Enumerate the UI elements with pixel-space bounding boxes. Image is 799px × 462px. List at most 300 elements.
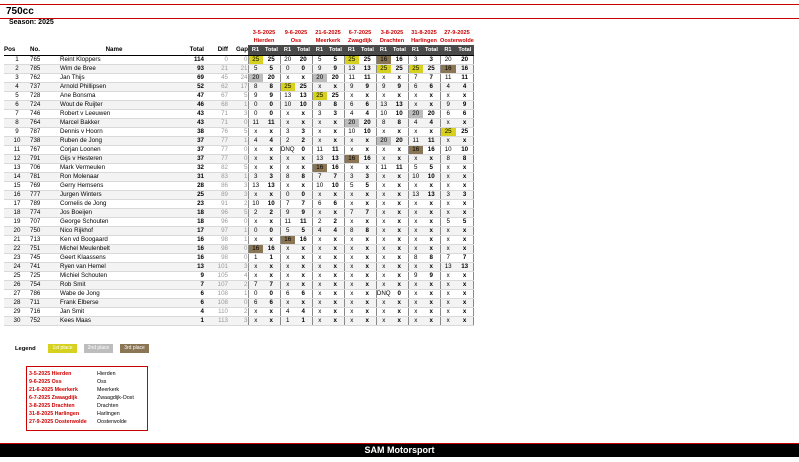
- cell-event-total: 10: [295, 101, 312, 110]
- cell-race-points: x: [376, 182, 391, 191]
- cell-rider-name: Michiel Schouten: [60, 272, 168, 281]
- cell-event-total: 7: [423, 74, 440, 83]
- cell-race-points: 2: [248, 209, 263, 218]
- cell-event-total: x: [456, 200, 474, 209]
- col-name[interactable]: Name: [60, 45, 168, 56]
- cell-event-total: 6: [359, 101, 376, 110]
- cell-race-points: 6: [248, 299, 263, 308]
- cell-pos: 6: [4, 101, 30, 110]
- standings-table: [4, 28, 474, 326]
- event-list-location: Hierden: [97, 371, 116, 377]
- cell-number: 769: [30, 182, 60, 191]
- cell-race-points: x: [440, 209, 456, 218]
- cell-race-points: 4: [408, 119, 423, 128]
- cell-race-points: 25: [280, 83, 295, 92]
- col-event-total[interactable]: Total: [359, 45, 376, 56]
- cell-gap: 1: [228, 290, 248, 299]
- event-date: 9-6-2025: [284, 30, 308, 36]
- event-list-date: 27-9-2025 Oosterwolde: [29, 419, 87, 425]
- cell-race-points: x: [440, 317, 456, 326]
- cell-event-total: 11: [263, 119, 280, 128]
- cell-number: 728: [30, 92, 60, 101]
- table-row[interactable]: [4, 227, 474, 236]
- cell-event-total: x: [263, 272, 280, 281]
- cell-diff: 97: [204, 227, 228, 236]
- cell-race-points: x: [280, 281, 295, 290]
- cell-event-total: 16: [327, 164, 344, 173]
- cell-race-points: x: [248, 146, 263, 155]
- cell-event-total: x: [456, 236, 474, 245]
- table-row[interactable]: [4, 281, 474, 290]
- cell-gap: 21: [228, 65, 248, 74]
- cell-event-total: 9: [327, 65, 344, 74]
- cell-event-total: 13: [391, 101, 408, 110]
- cell-gap: 3: [228, 317, 248, 326]
- cell-event-total: 7: [295, 200, 312, 209]
- table-row[interactable]: [4, 146, 474, 155]
- cell-race-points: x: [248, 236, 263, 245]
- cell-total: 16: [168, 236, 204, 245]
- cell-event-total: 20: [327, 74, 344, 83]
- table-row[interactable]: [4, 308, 474, 317]
- cell-race-points: x: [376, 281, 391, 290]
- cell-pos: 13: [4, 164, 30, 173]
- cell-event-total: 11: [295, 218, 312, 227]
- table-row[interactable]: [4, 56, 474, 65]
- cell-number: 767: [30, 146, 60, 155]
- cell-race-points: x: [408, 218, 423, 227]
- cell-race-points: x: [312, 290, 327, 299]
- cell-gap: 3: [228, 263, 248, 272]
- cell-race-points: 4: [248, 137, 263, 146]
- table-row[interactable]: [4, 65, 474, 74]
- cell-race-points: x: [440, 137, 456, 146]
- event-list-date: 3-5-2025 Hierden: [29, 371, 72, 377]
- cell-event-total: 0: [263, 101, 280, 110]
- cell-gap: 2: [228, 308, 248, 317]
- cell-rider-name: Robert v Leeuwen: [60, 110, 168, 119]
- cell-event-total: 3: [295, 128, 312, 137]
- cell-pos: 19: [4, 218, 30, 227]
- cell-race-points: 13: [312, 155, 327, 164]
- cell-event-total: x: [327, 263, 344, 272]
- table-row[interactable]: [4, 263, 474, 272]
- cell-rider-name: George Schouten: [60, 218, 168, 227]
- cell-rider-name: Ane Bonsma: [60, 92, 168, 101]
- cell-race-points: x: [376, 146, 391, 155]
- cell-event-total: x: [423, 290, 440, 299]
- table-row[interactable]: [4, 317, 474, 326]
- cell-race-points: x: [440, 299, 456, 308]
- col-event-total[interactable]: Total: [263, 45, 280, 56]
- cell-event-total: x: [391, 155, 408, 164]
- cell-number: 706: [30, 164, 60, 173]
- cell-rider-name: Arnold Phillipsen: [60, 83, 168, 92]
- cell-diff: 113: [204, 317, 228, 326]
- cell-rider-name: Ron Molenaar: [60, 173, 168, 182]
- cell-gap: 2: [228, 200, 248, 209]
- cell-race-points: 11: [408, 137, 423, 146]
- cell-race-points: 5: [408, 164, 423, 173]
- cell-event-total: x: [263, 236, 280, 245]
- cell-pos: 5: [4, 92, 30, 101]
- cell-race-points: x: [376, 74, 391, 83]
- cell-event-total: 13: [263, 182, 280, 191]
- cell-event-total: x: [263, 128, 280, 137]
- table-row[interactable]: [4, 200, 474, 209]
- cell-event-total: x: [359, 263, 376, 272]
- cell-race-points: 9: [440, 101, 456, 110]
- cell-race-points: x: [408, 263, 423, 272]
- cell-diff: 89: [204, 191, 228, 200]
- cell-event-total: x: [295, 110, 312, 119]
- cell-total: 93: [168, 65, 204, 74]
- cell-event-total: 0: [263, 290, 280, 299]
- table-row[interactable]: [4, 164, 474, 173]
- col-event-total[interactable]: Total: [327, 45, 344, 56]
- cell-event-total: 0: [391, 290, 408, 299]
- class-title: 750cc: [6, 6, 34, 17]
- col-r1[interactable]: R1: [440, 45, 456, 56]
- cell-event-total: x: [456, 308, 474, 317]
- cell-event-total: 2: [263, 209, 280, 218]
- cell-race-points: x: [248, 263, 263, 272]
- cell-event-total: x: [327, 191, 344, 200]
- cell-event-total: x: [456, 299, 474, 308]
- table-row[interactable]: [4, 272, 474, 281]
- cell-number: 738: [30, 137, 60, 146]
- cell-pos: 17: [4, 200, 30, 209]
- cell-race-points: x: [344, 191, 359, 200]
- cell-race-points: 0: [248, 101, 263, 110]
- cell-total: 7: [168, 281, 204, 290]
- cell-race-points: 5: [280, 227, 295, 236]
- cell-rider-name: Wout de Ruijter: [60, 101, 168, 110]
- table-row[interactable]: [4, 236, 474, 245]
- table-row[interactable]: [4, 83, 474, 92]
- cell-number: 713: [30, 236, 60, 245]
- cell-rider-name: Ruben de Jong: [60, 137, 168, 146]
- cell-race-points: 25: [248, 56, 263, 65]
- cell-event-total: x: [456, 137, 474, 146]
- cell-race-points: 8: [440, 155, 456, 164]
- cell-event-total: x: [327, 317, 344, 326]
- cell-race-points: x: [376, 155, 391, 164]
- cell-total: 43: [168, 110, 204, 119]
- cell-race-points: 4: [280, 308, 295, 317]
- cell-event-total: x: [423, 245, 440, 254]
- cell-race-points: 4: [440, 83, 456, 92]
- table-row[interactable]: [4, 218, 474, 227]
- cell-event-total: x: [263, 263, 280, 272]
- cell-pos: 9: [4, 128, 30, 137]
- cell-race-points: x: [440, 245, 456, 254]
- cell-race-points: x: [408, 308, 423, 317]
- cell-event-total: x: [391, 272, 408, 281]
- cell-race-points: 25: [376, 65, 391, 74]
- cell-event-total: 3: [456, 191, 474, 200]
- event-date: 21-6-2025: [315, 30, 341, 36]
- col-r1[interactable]: R1: [248, 45, 263, 56]
- table-row[interactable]: [4, 92, 474, 101]
- cell-gap: 0: [228, 218, 248, 227]
- event-list-location: Oosterwolde: [97, 419, 127, 425]
- cell-race-points: 11: [376, 164, 391, 173]
- cell-rider-name: Wabe de Jong: [60, 290, 168, 299]
- cell-total: 43: [168, 119, 204, 128]
- cell-race-points: x: [408, 317, 423, 326]
- cell-event-total: 16: [295, 236, 312, 245]
- cell-race-points: 20: [248, 74, 263, 83]
- cell-pos: 20: [4, 227, 30, 236]
- cell-gap: 3: [228, 182, 248, 191]
- cell-number: 765: [30, 56, 60, 65]
- event-list-date: 3-8-2025 Drachten: [29, 403, 75, 409]
- col-r1[interactable]: R1: [376, 45, 391, 56]
- table-row[interactable]: [4, 245, 474, 254]
- cell-race-points: x: [248, 155, 263, 164]
- cell-event-total: 5: [359, 182, 376, 191]
- cell-race-points: x: [408, 209, 423, 218]
- col-r1[interactable]: R1: [344, 45, 359, 56]
- cell-event-total: 9: [263, 92, 280, 101]
- cell-total: 6: [168, 290, 204, 299]
- cell-race-points: 6: [280, 290, 295, 299]
- table-row[interactable]: [4, 101, 474, 110]
- cell-event-total: 11: [391, 164, 408, 173]
- cell-race-points: 5: [440, 218, 456, 227]
- cell-race-points: 5: [248, 65, 263, 74]
- cell-race-points: DNQ: [376, 290, 391, 297]
- cell-rider-name: Geert Klaassens: [60, 254, 168, 263]
- table-row[interactable]: [4, 137, 474, 146]
- cell-event-total: 9: [359, 83, 376, 92]
- cell-diff: 86: [204, 182, 228, 191]
- cell-gap: 1: [228, 236, 248, 245]
- cell-race-points: 3: [408, 56, 423, 65]
- cell-race-points: x: [280, 254, 295, 263]
- col-event-total[interactable]: Total: [423, 45, 440, 56]
- col-event-total[interactable]: Total: [456, 45, 474, 56]
- cell-race-points: x: [344, 254, 359, 263]
- cell-number: 777: [30, 191, 60, 200]
- cell-race-points: x: [312, 281, 327, 290]
- column-header-row: [4, 45, 474, 56]
- cell-event-total: 20: [295, 56, 312, 65]
- event-list-date: 9-6-2025 Oss: [29, 379, 62, 385]
- col-pos[interactable]: Pos: [4, 45, 30, 56]
- cell-diff: 67: [204, 92, 228, 101]
- cell-event-total: x: [359, 92, 376, 101]
- cell-race-points: x: [408, 245, 423, 254]
- cell-event-total: 7: [456, 254, 474, 263]
- cell-race-points: 10: [440, 146, 456, 155]
- cell-event-total: 25: [423, 65, 440, 74]
- cell-race-points: x: [408, 281, 423, 290]
- cell-event-total: 3: [359, 173, 376, 182]
- table-row[interactable]: [4, 209, 474, 218]
- cell-race-points: x: [312, 299, 327, 308]
- cell-race-points: 10: [312, 182, 327, 191]
- cell-race-points: 8: [376, 119, 391, 128]
- cell-diff: 101: [204, 263, 228, 272]
- col-r1[interactable]: R1: [408, 45, 423, 56]
- cell-event-total: 4: [263, 137, 280, 146]
- cell-gap: 24: [228, 74, 248, 83]
- cell-race-points: x: [440, 164, 456, 173]
- cell-total: 6: [168, 299, 204, 308]
- cell-event-total: x: [327, 245, 344, 254]
- cell-event-total: x: [327, 290, 344, 299]
- cell-event-total: x: [456, 317, 474, 326]
- cell-diff: 108: [204, 299, 228, 308]
- cell-event-total: x: [456, 173, 474, 182]
- cell-event-total: 1: [263, 254, 280, 263]
- table-row[interactable]: [4, 119, 474, 128]
- cell-event-total: x: [423, 209, 440, 218]
- cell-race-points: 20: [408, 110, 423, 119]
- cell-race-points: x: [280, 119, 295, 128]
- cell-event-total: x: [295, 164, 312, 173]
- cell-rider-name: Wim de Bree: [60, 65, 168, 74]
- cell-rider-name: Michel Meulenbelt: [60, 245, 168, 254]
- table-row[interactable]: [4, 173, 474, 182]
- cell-race-points: 20: [312, 74, 327, 83]
- col-event-total[interactable]: Total: [391, 45, 408, 56]
- cell-event-total: x: [327, 281, 344, 290]
- legend-second-place: 2nd place: [84, 344, 113, 353]
- col-diff[interactable]: Diff: [204, 45, 228, 56]
- cell-race-points: 20: [280, 56, 295, 65]
- cell-event-total: x: [456, 164, 474, 173]
- cell-gap: 3: [228, 110, 248, 119]
- cell-event-total: x: [359, 317, 376, 326]
- event-venue: Harlingen: [411, 38, 437, 44]
- cell-event-total: x: [423, 299, 440, 308]
- event-date: 27-9-2025: [444, 30, 470, 36]
- cell-event-total: x: [391, 209, 408, 218]
- cell-race-points: x: [376, 272, 391, 281]
- cell-event-total: 11: [423, 137, 440, 146]
- cell-number: 785: [30, 65, 60, 74]
- cell-race-points: 25: [344, 56, 359, 65]
- cell-gap: 5: [228, 92, 248, 101]
- cell-race-points: 3: [440, 191, 456, 200]
- col-no[interactable]: No.: [30, 45, 60, 56]
- cell-total: 13: [168, 263, 204, 272]
- cell-race-points: x: [440, 119, 456, 128]
- cell-event-total: x: [423, 236, 440, 245]
- cell-event-total: x: [327, 299, 344, 308]
- event-list-location: Harlingen: [97, 411, 120, 417]
- cell-event-total: x: [456, 227, 474, 236]
- cell-event-total: 16: [263, 245, 280, 254]
- cell-event-total: x: [391, 218, 408, 227]
- cell-race-points: x: [344, 263, 359, 272]
- col-gap[interactable]: Gap: [228, 45, 248, 56]
- event-list-location: Zwaagdijk-Oost: [97, 395, 134, 401]
- cell-gap: 3: [228, 191, 248, 200]
- cell-event-total: x: [359, 146, 376, 155]
- cell-number: 786: [30, 290, 60, 299]
- cell-event-total: 4: [327, 227, 344, 236]
- cell-event-total: x: [391, 254, 408, 263]
- cell-event-total: x: [295, 245, 312, 254]
- cell-race-points: x: [280, 245, 295, 254]
- cell-race-points: x: [312, 254, 327, 263]
- cell-race-points: 16: [376, 56, 391, 65]
- table-row[interactable]: [4, 110, 474, 119]
- cell-event-total: x: [359, 245, 376, 254]
- cell-race-points: 13: [248, 182, 263, 191]
- cell-diff: 96: [204, 218, 228, 227]
- cell-rider-name: Rob Smit: [60, 281, 168, 290]
- cell-total: 23: [168, 200, 204, 209]
- cell-event-total: 3: [327, 110, 344, 119]
- cell-race-points: 10: [408, 173, 423, 182]
- cell-race-points: 10: [376, 110, 391, 119]
- cell-race-points: 7: [312, 173, 327, 182]
- cell-event-total: 9: [391, 83, 408, 92]
- table-row[interactable]: [4, 254, 474, 263]
- cell-diff: 68: [204, 101, 228, 110]
- col-event-total[interactable]: Total: [295, 45, 312, 56]
- cell-race-points: 0: [280, 191, 295, 200]
- cell-race-points: x: [312, 272, 327, 281]
- cell-race-points: x: [376, 191, 391, 200]
- cell-race-points: 16: [408, 146, 423, 155]
- cell-total: 28: [168, 182, 204, 191]
- cell-event-total: 2: [295, 137, 312, 146]
- event-date: 31-8-2025: [411, 30, 437, 36]
- cell-race-points: x: [440, 182, 456, 191]
- table-row[interactable]: [4, 299, 474, 308]
- cell-event-total: x: [359, 137, 376, 146]
- col-total[interactable]: Total: [168, 45, 204, 56]
- table-row[interactable]: [4, 155, 474, 164]
- table-row[interactable]: [4, 74, 474, 83]
- cell-total: 37: [168, 155, 204, 164]
- cell-event-total: 13: [423, 191, 440, 200]
- table-row[interactable]: [4, 191, 474, 200]
- cell-event-total: 4: [295, 308, 312, 317]
- cell-event-total: x: [359, 236, 376, 245]
- table-row[interactable]: [4, 128, 474, 137]
- cell-pos: 2: [4, 65, 30, 74]
- event-list-location: Meerkerk: [97, 387, 120, 393]
- cell-race-points: 11: [440, 74, 456, 83]
- cell-total: 18: [168, 209, 204, 218]
- cell-gap: 5: [228, 164, 248, 173]
- table-row[interactable]: [4, 182, 474, 191]
- event-date-row: [4, 28, 474, 37]
- cell-event-total: 8: [391, 119, 408, 128]
- cell-event-total: 0: [263, 110, 280, 119]
- cell-event-total: 7: [327, 173, 344, 182]
- col-r1[interactable]: R1: [280, 45, 295, 56]
- table-row[interactable]: [4, 290, 474, 299]
- col-r1[interactable]: R1: [312, 45, 327, 56]
- cell-race-points: DNQ: [280, 146, 295, 153]
- cell-race-points: x: [280, 182, 295, 191]
- event-venue-row: [4, 37, 474, 45]
- cell-event-total: 8: [295, 173, 312, 182]
- cell-race-points: 16: [440, 65, 456, 74]
- cell-event-total: x: [295, 299, 312, 308]
- cell-event-total: 25: [327, 92, 344, 101]
- cell-gap: 0: [228, 254, 248, 263]
- cell-event-total: x: [263, 164, 280, 173]
